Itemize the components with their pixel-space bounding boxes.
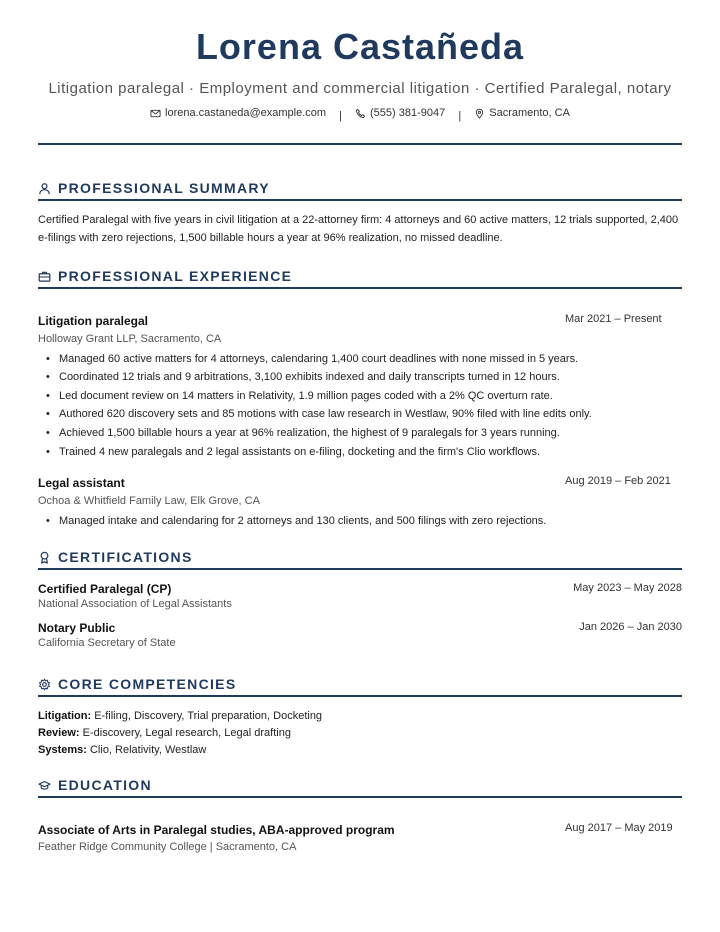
person-icon: [38, 182, 51, 195]
contact-location: [474, 107, 570, 119]
candidate-name: Lorena Castañeda: [195, 26, 525, 67]
section-title: PROFESSIONAL EXPERIENCE: [58, 268, 293, 284]
competency-row: [38, 744, 206, 756]
list-item: • Managed intake and calendaring for 2 attorneys and 130 clients, and 500 filings with zero rejections.: [46, 515, 546, 527]
education-school: Feather Ridge Community College | Sacramento, CA: [38, 841, 297, 853]
section-header-competencies: [38, 673, 682, 697]
gear-icon: [38, 678, 51, 691]
location-pin-icon: [474, 108, 485, 119]
briefcase-icon: [38, 270, 51, 283]
competency-label: Review:: [38, 727, 80, 739]
competency-value: E-filing, Discovery, Trial preparation, Docketing: [94, 710, 323, 722]
candidate-tagline: Litigation paralegal · Employment and commercial litigation · Certified Paralegal, notary: [48, 80, 672, 97]
job-title: Legal assistant: [38, 476, 125, 490]
section-header-experience: [38, 265, 682, 289]
job-title: Litigation paralegal: [38, 314, 149, 328]
award-ribbon-icon: [38, 551, 51, 564]
education-dates: Aug 2017 – May 2019: [565, 822, 673, 834]
competency-value: Clio, Relativity, Westlaw: [89, 744, 207, 756]
section-title: CORE COMPETENCIES: [58, 676, 237, 692]
list-item: • Achieved 1,500 billable hours a year at 96% realization, the highest of 9 paralegals for 3 years running.: [46, 427, 560, 439]
job-dates: Mar 2021 – Present: [565, 313, 662, 325]
job-dates: Aug 2019 – Feb 2021: [565, 475, 671, 487]
job-organization: Holloway Grant LLP, Sacramento, CA: [38, 333, 222, 345]
email-text: lorena.castaneda@example.com: [165, 107, 327, 119]
list-item: • Coordinated 12 trials and 9 arbitrations, 3,100 exhibits indexed and daily transcripts turned in 12 hours.: [46, 371, 560, 383]
list-item: • Authored 620 discovery sets and 85 motions with case law research in Westlaw, 90% filed with line edits only.: [46, 408, 592, 420]
phone-text: (555) 381-9047: [370, 107, 446, 119]
section-header-certifications: [38, 546, 682, 570]
contact-separator: |: [339, 109, 342, 122]
certification-name: Certified Paralegal (CP): [38, 582, 172, 596]
contact-separator: |: [458, 109, 462, 122]
certification-issuer: National Association of Legal Assistants: [38, 598, 232, 610]
competency-label: Litigation:: [38, 710, 92, 722]
list-item: • Trained 4 new paralegals and 2 legal assistants on e-filing, docketing and the firm's Clio workflows.: [46, 446, 540, 458]
mail-icon: [150, 108, 161, 119]
education-degree: Associate of Arts in Paralegal studies, ABA-approved program: [38, 823, 395, 837]
competency-value: E-discovery, Legal research, Legal drafting: [82, 727, 291, 739]
resume-page: [38, 0, 682, 932]
summary-text: Certified Paralegal with five years in civil litigation at a 22-attorney firm: 4 attorneys and 60 active matters, 12 trials supported, 2,400 e-filings with zero rejections, 1,500 billable hours a year at 96% realization, no missed deadline.: [38, 214, 679, 244]
contact-phone[interactable]: [355, 107, 445, 119]
list-item: • Led document review on 14 matters in Relativity, 1.9 million pages coded with a 2% QC overturn rate.: [46, 390, 553, 402]
certification-dates: May 2023 – May 2028: [573, 582, 682, 594]
location-text: Sacramento, CA: [489, 107, 570, 119]
graduation-cap-icon: [38, 779, 51, 792]
section-title: CERTIFICATIONS: [58, 549, 193, 565]
section-header-summary: [38, 177, 682, 201]
competency-row: [38, 710, 322, 722]
section-header-education: [38, 774, 682, 798]
section-title: PROFESSIONAL SUMMARY: [58, 180, 270, 196]
certification-name: Notary Public: [38, 621, 116, 635]
certification-issuer: California Secretary of State: [38, 637, 176, 649]
competency-row: [38, 727, 291, 739]
phone-icon: [355, 108, 366, 119]
section-title: EDUCATION: [58, 777, 152, 793]
contact-email[interactable]: [150, 107, 326, 119]
job-organization: Ochoa & Whitfield Family Law, Elk Grove, CA: [38, 495, 260, 507]
competency-label: Systems:: [38, 744, 87, 756]
contact-line: [38, 107, 682, 122]
list-item: • Managed 60 active matters for 4 attorneys, calendaring 1,400 court deadlines with none missed in 5 years.: [46, 353, 578, 365]
header-divider: [38, 143, 682, 145]
certification-dates: Jan 2026 – Jan 2030: [579, 621, 682, 633]
